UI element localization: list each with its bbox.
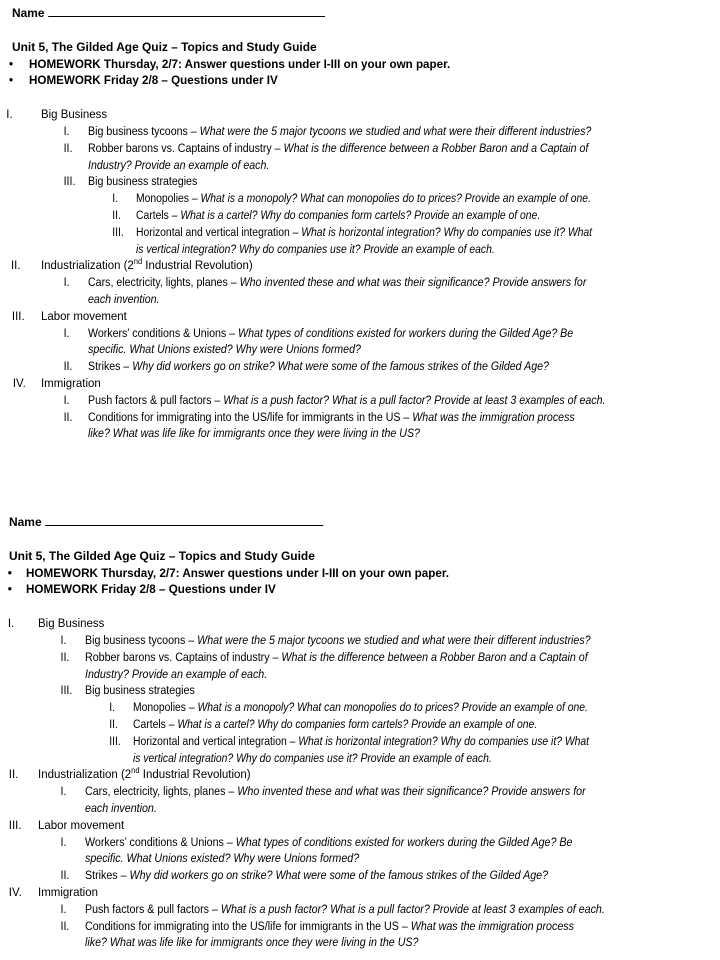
name-field [9,513,716,531]
subtopic-cartels: II. Cartels – What is a cartel? Why do companies form cartels? Provide an example of one. [112,207,541,222]
topic-unions-cont: specific. What Unions existed? Why were Unions formed? [88,342,361,357]
bullet-icon: • [8,56,14,71]
subtopic-integration: III. Horizontal and vertical integration – What is horizontal integration? Why do companies use it? What [109,733,590,748]
bullet-icon: • [7,565,12,580]
topic-robber-barons: II. Robber barons vs. Captains of industry – What is the difference between a Robber Baron and a Captain of [63,140,589,155]
section-big-business: I. Big Business [6,107,108,122]
homework-item-1: • HOMEWORK Thursday, 2/7: Answer questions under I-III on your own paper. [7,565,449,580]
bullet-icon: • [7,582,12,597]
section-labor-movement: III. Labor movement [11,308,127,323]
homework-item-1: • HOMEWORK Thursday, 2/7: Answer questions under I-III on your own paper. [8,56,451,71]
topic-strategies: III. Big business strategies [63,174,198,189]
name-field [12,4,716,22]
homework-item-2: • HOMEWORK Friday 2/8 – Questions under IV [7,582,276,597]
section-industrialization: II. Industrialization (2nd Industrial Revolution) [10,257,253,273]
section-industrialization: II. Industrialization (2nd Industrial Revolution) [8,766,251,782]
quiz-title: Unit 5, The Gilded Age Quiz – Topics and Study Guide [9,548,315,563]
name-label: Name [12,6,45,20]
quiz-title: Unit 5, The Gilded Age Quiz – Topics and Study Guide [12,39,317,54]
topic-inventions: I. Cars, electricity, lights, planes – Who invented these and what was their significance? Provide answers for [60,784,586,799]
section-big-business: I. Big Business [7,616,105,631]
topic-immigrant-life: II. Conditions for immigrating into the US/life for immigrants in the US – What was the immigration process [60,918,574,933]
topic-immigrant-life-cont: like? What was life like for immigrants once they were living in the US? [85,935,419,950]
name-blank-line [48,4,325,17]
bullet-icon: • [8,73,14,88]
topic-strikes: II. Strikes – Why did workers go on strike? What were some of the famous strikes of the Gilded Age? [63,359,549,374]
topic-push-pull: I. Push factors & pull factors – What is a push factor? What is a pull factor? Provide at least 3 examples of each. [63,392,606,407]
study-guide-copy-1 [0,4,720,442]
topic-unions-cont: specific. What Unions existed? Why were Unions formed? [85,851,360,866]
subtopic-monopolies: I. Monopolies – What is a monopoly? What can monopolies do to prices? Provide an example of one. [109,700,588,715]
subtopic-integration-cont: is vertical integration? Why do companies use it? Provide an example of each. [133,750,492,765]
topic-unions: I. Workers’ conditions & Unions – What types of conditions existed for workers during the Gilded Age? Be [63,325,574,340]
topic-strategies: III. Big business strategies [60,683,195,698]
topic-unions: I. Workers’ conditions & Unions – What types of conditions existed for workers during the Gilded Age? Be [60,834,573,849]
topic-immigrant-life: II. Conditions for immigrating into the US/life for immigrants in the US – What was the immigration process [63,409,575,424]
topic-robber-barons-cont: Industry? Provide an example of each. [88,157,270,172]
topic-robber-barons: II. Robber barons vs. Captains of industry – What is the difference between a Robber Baron and a Captain of [60,649,588,664]
homework-item-2: • HOMEWORK Friday 2/8 – Questions under IV [8,73,278,88]
name-blank-line [46,513,324,526]
topic-strikes: II. Strikes – Why did workers go on strike? What were some of the famous strikes of the Gilded Age? [60,868,549,883]
subtopic-integration: III. Horizontal and vertical integration – What is horizontal integration? Why do companies use it? What [112,224,593,239]
topic-push-pull: I. Push factors & pull factors – What is a push factor? What is a pull factor? Provide at least 3 examples of each. [60,901,605,916]
study-guide-copy-2 [0,513,720,951]
topic-inventions: I. Cars, electricity, lights, planes – Who invented these and what was their significance? Provide answers for [63,275,587,290]
topic-inventions-cont: each invention. [88,291,160,306]
topic-tycoons: I. Big business tycoons – What were the 5 major tycoons we studied and what were their different industries? [60,632,591,647]
topic-immigrant-life-cont: like? What was life like for immigrants once they were living in the US? [88,426,420,441]
name-label: Name [9,515,42,529]
section-labor-movement: III. Labor movement [8,817,125,832]
topic-robber-barons-cont: Industry? Provide an example of each. [85,666,268,681]
topic-tycoons: I. Big business tycoons – What were the 5 major tycoons we studied and what were their different industries? [63,123,592,138]
topic-inventions-cont: each invention. [85,800,157,815]
section-immigration: IV. Immigration [8,884,98,899]
section-immigration: IV. Immigration [12,375,101,390]
subtopic-integration-cont: is vertical integration? Why do companies use it? Provide an example of each. [136,241,495,256]
subtopic-cartels: II. Cartels – What is a cartel? Why do companies form cartels? Provide an example of one. [109,716,538,731]
subtopic-monopolies: I. Monopolies – What is a monopoly? What can monopolies do to prices? Provide an example of one. [112,191,591,206]
